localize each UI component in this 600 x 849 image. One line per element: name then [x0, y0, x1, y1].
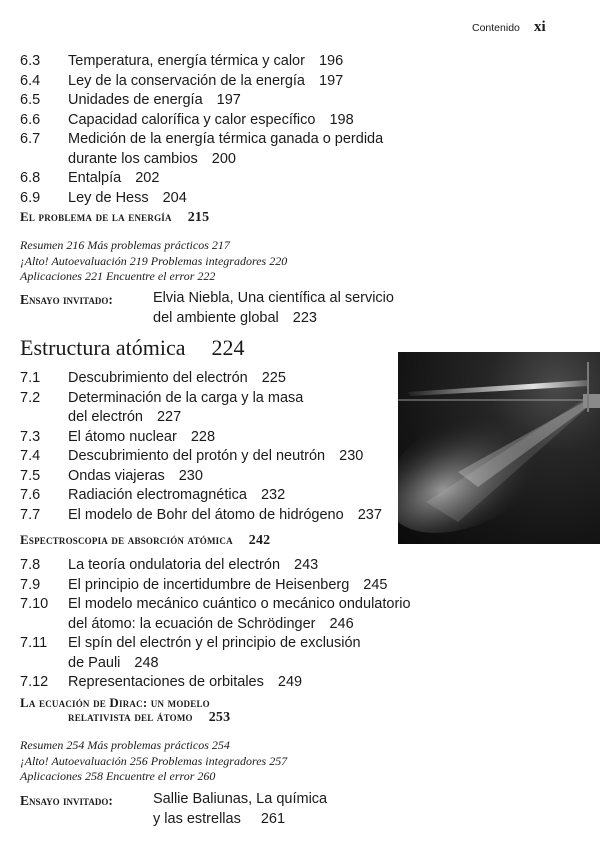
toc-entry-page: 232 — [260, 487, 286, 503]
toc-entry-number: 7.10 — [20, 596, 49, 612]
toc-entry-page: 237 — [357, 506, 382, 523]
toc-entry-page: 248 — [134, 654, 159, 671]
toc-entry-page: 202 — [135, 170, 160, 186]
toc-entry-title: de Pauli 248 — [68, 654, 159, 671]
essay-label: Ensayo invitado: — [20, 793, 113, 808]
feature-page: 242 — [248, 533, 271, 548]
feature-page: 215 — [187, 210, 210, 225]
toc-entry-number: 6.7 — [20, 131, 41, 147]
toc-entry-title: Temperatura, energía térmica y calor 196 — [68, 53, 344, 69]
essay-line — [153, 309, 317, 329]
toc-entry-page: 243 — [294, 557, 319, 573]
review-line: ¡Alto! Autoevaluación 256 Problemas integradores 257 — [20, 753, 288, 768]
essay-line-2: del ambiente global — [153, 310, 279, 326]
toc-entry-page: 198 — [329, 111, 354, 128]
toc-entry-number: 7.8 — [20, 557, 41, 573]
toc-entry-title: Radiación electromagnética 232 — [68, 487, 286, 503]
running-header-label: Contenido — [472, 22, 520, 34]
toc-entry-page: 249 — [277, 674, 303, 690]
feature-page: 253 — [208, 710, 231, 725]
toc-entry-number: 6.6 — [20, 111, 41, 128]
toc-entry-title: El spín del electrón y el principio de exclusión — [68, 635, 361, 651]
review-line: Resumen 254 Más problemas prácticos 254 — [20, 738, 230, 752]
toc-entry-page: 200 — [211, 150, 236, 167]
toc-entry-number: 7.9 — [20, 576, 41, 593]
toc-entry-title: Descubrimiento del electrón 225 — [68, 370, 286, 386]
essay-label: Ensayo invitado: — [20, 292, 113, 307]
toc-entry-page: 245 — [363, 576, 388, 593]
toc-entry-page: 230 — [339, 448, 364, 464]
toc-entry-title: El átomo nuclear 228 — [68, 428, 216, 445]
feature-dirac-line-2[interactable] — [68, 709, 230, 726]
toc-entry-number: 7.3 — [20, 428, 41, 445]
toc-entry-number: 7.6 — [20, 487, 41, 503]
essay-page: 223 — [292, 310, 317, 326]
toc-entry-number: 6.4 — [20, 72, 41, 89]
toc-entry-number: 7.1 — [20, 370, 41, 386]
review-list-2 — [20, 738, 287, 785]
toc-entry-page: 204 — [162, 189, 187, 206]
toc-entry-number: 6.3 — [20, 53, 41, 69]
feature-title-line-2: relativista del átomo — [68, 709, 193, 724]
toc-entry-page: 197 — [319, 72, 344, 89]
toc-entry-number: 7.5 — [20, 467, 41, 484]
chapter-page: 224 — [211, 335, 245, 360]
toc-entry-number: 7.7 — [20, 506, 41, 523]
toc-entry-number: 6.9 — [20, 189, 41, 206]
toc-entry-page: 227 — [156, 409, 182, 425]
toc-entry-title: Determinación de la carga y la masa — [68, 389, 304, 406]
electron-beam-icon — [398, 352, 600, 544]
toc-entry-title: El principio de incertidumbre de Heisenberg 245 — [68, 576, 388, 593]
review-line: Aplicaciones 258 Encuentre el error 260 — [20, 769, 216, 783]
toc-entry-title: Representaciones de orbitales 249 — [68, 674, 303, 690]
review-list-1 — [20, 238, 287, 285]
toc-entry-title: Ondas viajeras 230 — [68, 467, 203, 484]
chapter-title: Estructura atómica — [20, 335, 186, 360]
feature-absorption-spectroscopy[interactable] — [20, 532, 270, 549]
essay-line — [153, 810, 285, 830]
toc-entry-page: 228 — [190, 428, 216, 445]
toc-entry-number: 7.2 — [20, 389, 41, 406]
feature-title: Espectroscopia de absorción atómica — [20, 532, 233, 547]
toc-entry-number: 6.5 — [20, 92, 41, 108]
essay-page: 261 — [260, 811, 286, 827]
feature-title: El problema de la energía — [20, 209, 172, 224]
toc-entry-title: Unidades de energía 197 — [68, 92, 241, 108]
essay-line-2: y las estrellas — [153, 811, 241, 827]
toc-entry-title: La teoría ondulatoria del electrón 243 — [68, 557, 319, 573]
toc-entry-number: 7.4 — [20, 448, 41, 464]
toc-entry-page: 225 — [261, 370, 286, 386]
toc-entry-number: 7.12 — [20, 674, 49, 690]
review-line: Aplicaciones 221 Encuentre el error 222 — [20, 269, 216, 283]
essay-line: Elvia Niebla, Una científica al servicio — [153, 290, 394, 306]
electron-beam-photo — [398, 352, 600, 544]
toc-entry-title: del átomo: la ecuación de Schrödinger 246 — [68, 615, 354, 632]
page-number: xi — [534, 19, 546, 35]
toc-entry-title: Capacidad calorífica y calor específico 198 — [68, 111, 354, 128]
toc-entry-title: durante los cambios 200 — [68, 150, 236, 167]
toc-entry-title: Descubrimiento del protón y del neutrón 230 — [68, 448, 364, 464]
toc-entry-title: El modelo de Bohr del átomo de hidrógeno 237 — [68, 506, 382, 523]
toc-entry-title: El modelo mecánico cuántico o mecánico ondulatorio — [68, 596, 411, 612]
toc-entry-page: 196 — [318, 53, 344, 69]
feature-energy-problem[interactable] — [20, 209, 209, 226]
toc-entry-title: Medición de la energía térmica ganada o perdida — [68, 131, 384, 147]
feature-title-line-1: La ecuación de Dirac: un modelo — [20, 695, 210, 710]
toc-entry-page: 230 — [178, 467, 203, 484]
essay-line: Sallie Baliunas, La química — [153, 791, 328, 807]
toc-entry-title: Ley de Hess 204 — [68, 189, 187, 206]
toc-entry-number: 6.8 — [20, 170, 41, 186]
toc-entry-page: 197 — [216, 92, 241, 108]
review-line: ¡Alto! Autoevaluación 219 Problemas integradores 220 — [20, 253, 288, 268]
chapter-heading[interactable] — [20, 335, 245, 361]
toc-entry-number: 7.11 — [20, 635, 48, 651]
review-line: Resumen 216 Más problemas prácticos 217 — [20, 238, 230, 252]
toc-entry-title: del electrón 227 — [68, 409, 182, 425]
toc-entry-title: Entalpía 202 — [68, 170, 160, 186]
toc-entry-page: 246 — [329, 615, 354, 632]
toc-entry-title: Ley de la conservación de la energía 197 — [68, 72, 344, 89]
